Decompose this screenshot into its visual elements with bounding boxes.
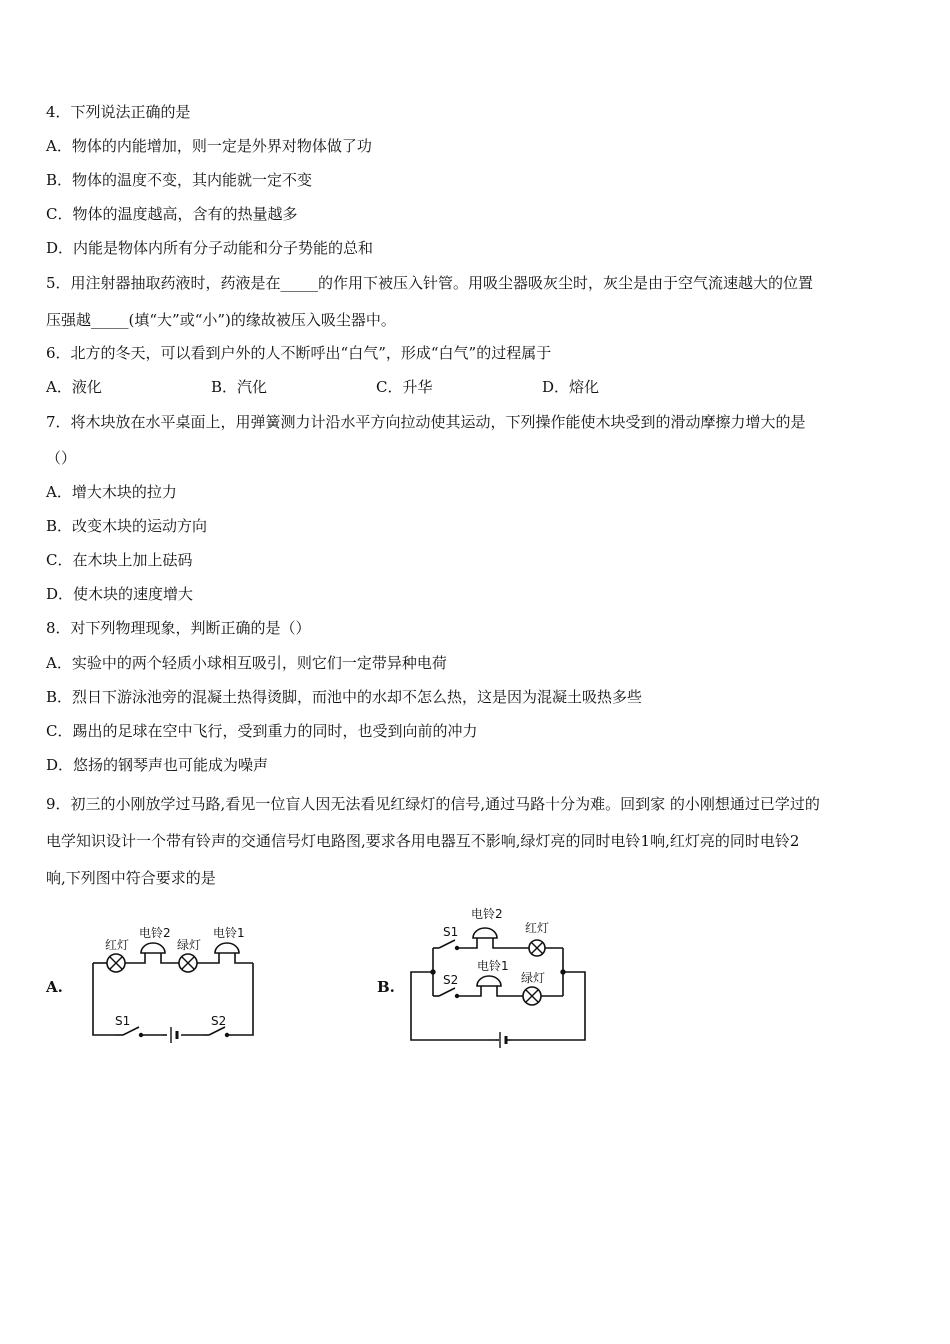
q4-option-d: D．内能是物体内所有分子动能和分子势能的总和 [46, 239, 374, 257]
bell-icon [473, 928, 497, 938]
q6-option-c: C．升华 [376, 378, 433, 396]
figure-b-green-lamp-label: 绿灯 [521, 971, 546, 985]
q6-stem: 6．北方的冬天，可以看到户外的人不断呼出“白气”，形成“白气”的过程属于 [46, 344, 552, 362]
q7-option-d: D．使木块的速度增大 [46, 585, 194, 603]
figure-b-s1-label: S1 [443, 925, 459, 939]
figure-a-label: A. [46, 978, 63, 996]
q9-line-1: 9．初三的小刚放学过马路,看见一位盲人因无法看见红绿灯的信号,通过马路十分为难。回到家 的小刚想通过已学过的 [46, 795, 820, 813]
figure-a-green-lamp-label: 绿灯 [177, 938, 202, 952]
q9-line-2: 电学知识设计一个带有铃声的交通信号灯电路图,要求各用电器互不影响,绿灯亮的同时电铃1响,红灯亮的同时电铃2 [46, 832, 800, 850]
q6-option-d: D．熔化 [542, 378, 600, 396]
figure-b-bell1-label: 电铃1 [477, 959, 509, 973]
q8-option-a: A．实验中的两个轻质小球相互吸引，则它们一定带异种电荷 [46, 654, 447, 672]
q7-line-1: 7．将木块放在水平桌面上，用弹簧测力计沿水平方向拉动使其运动，下列操作能使木块受到的滑动摩擦力增大的是 [46, 413, 806, 431]
q8-option-d: D．悠扬的钢琴声也可能成为噪声 [46, 756, 269, 774]
q7-line-2: （） [46, 449, 77, 467]
figure-a-red-lamp-label: 红灯 [105, 938, 130, 952]
q6-options [46, 377, 846, 397]
figure-a-bell2-label: 电铃2 [139, 926, 171, 940]
q4-stem: 4．下列说法正确的是 [46, 103, 191, 121]
q4-option-a: A．物体的内能增加，则一定是外界对物体做了功 [46, 137, 372, 155]
q4-option-b: B．物体的温度不变，其内能就一定不变 [46, 171, 313, 189]
figure-a-bell1-label: 电铃1 [213, 926, 245, 940]
circuit-diagram-b [405, 900, 595, 1048]
bell-icon [477, 976, 501, 986]
q7-option-b: B．改变木块的运动方向 [46, 517, 208, 535]
q8-option-c: C．踢出的足球在空中飞行，受到重力的同时，也受到向前的冲力 [46, 722, 478, 740]
q5-line-1: 5．用注射器抽取药液时，药液是在_____的作用下被压入针管。用吸尘器吸灰尘时，灰尘是由于空气流速越大的位置 [46, 274, 814, 292]
q7-option-a: A．增大木块的拉力 [46, 483, 177, 501]
q6-option-a: A．液化 [46, 378, 102, 396]
q4-option-c: C．物体的温度越高，含有的热量越多 [46, 205, 298, 223]
circuit-diagram-a [85, 915, 265, 1045]
bell-icon [141, 943, 165, 953]
figure-b-s2-label: S2 [443, 973, 459, 987]
q6-option-b: B．汽化 [211, 378, 268, 396]
figure-b-red-lamp-label: 红灯 [525, 921, 550, 935]
q5-line-2: 压强越_____(填“大”或“小”)的缘故被压入吸尘器中。 [46, 311, 396, 329]
q8-stem: 8．对下列物理现象，判断正确的是（） [46, 619, 311, 637]
figure-b-label: B. [377, 978, 395, 996]
figure-a-s2-label: S2 [211, 1014, 227, 1028]
q7-option-c: C．在木块上加上砝码 [46, 551, 193, 569]
bell-icon [215, 943, 239, 953]
q9-line-3: 响,下列图中符合要求的是 [46, 869, 216, 887]
q8-option-b: B．烈日下游泳池旁的混凝土热得烫脚，而池中的水却不怎么热，这是因为混凝土吸热多些 [46, 688, 643, 706]
figure-a-s1-label: S1 [115, 1014, 131, 1028]
figure-b-bell2-label: 电铃2 [471, 907, 503, 921]
